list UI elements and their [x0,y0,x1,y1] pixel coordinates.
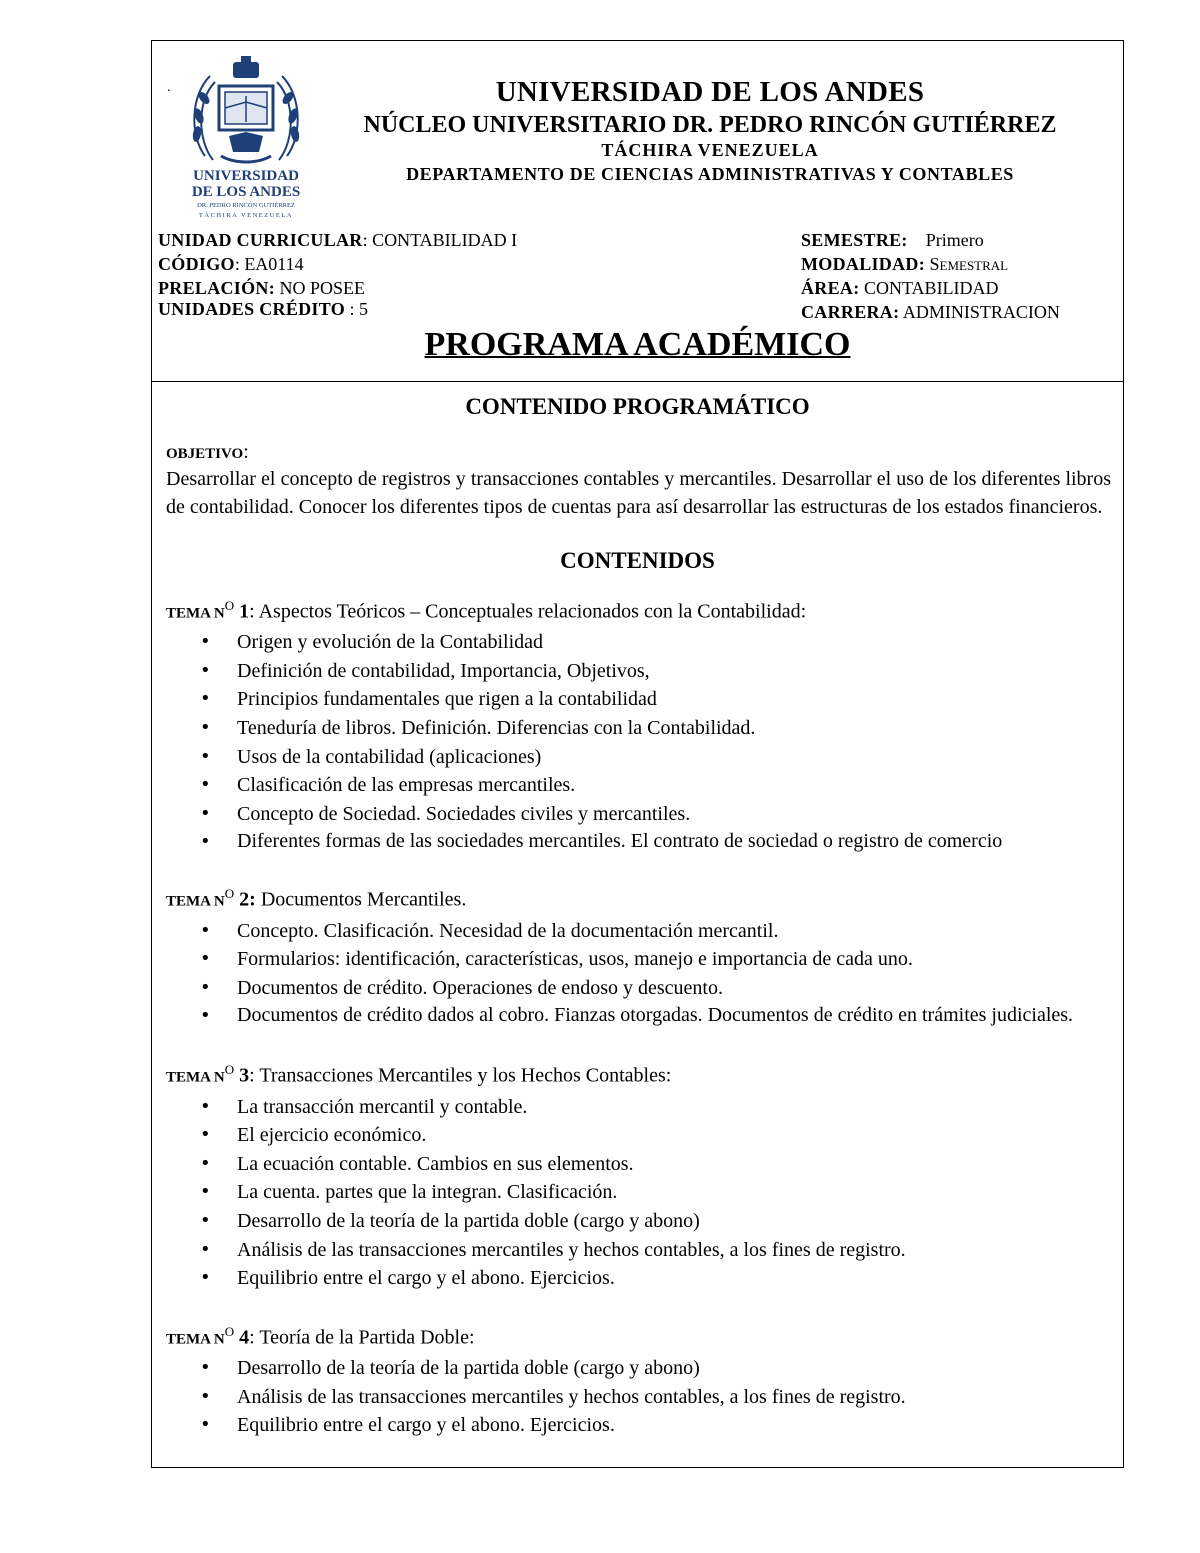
list-item: • Desarrollo de la teoría de la partida doble (cargo y abono) [166,1207,1111,1236]
tema-4-num: 4 [234,1326,250,1349]
logo-text-2: DE LOS ANDES [191,184,301,200]
list-item: • Documentos de crédito dados al cobro. Fianzas otorgadas. Documentos de crédito en trámites judiciales. [166,1002,1111,1029]
semestre-label: SEMESTRE: [801,230,908,250]
list-item: • Formularios: identificación, características, usos, manejo e importancia de cada uno. [166,945,1111,974]
list-item: • Documentos de crédito. Operaciones de endoso y descuento. [166,974,1111,1003]
tema-4-heading [166,1318,1111,1354]
unidad-curricular-label: UNIDAD CURRICULAR [158,230,363,250]
tema-3-list [166,1093,1111,1293]
list-item: • Análisis de las transacciones mercantiles y hechos contables, a los fines de registro. [166,1383,1111,1412]
temas-block [166,592,1111,1440]
tema-3-sup: O [224,1062,235,1078]
list-item: • Teneduría de libros. Definición. Diferencias con la Contabilidad. [166,714,1111,743]
list-item: • Equilibrio entre el cargo y el abono. Ejercicios. [166,1264,1111,1293]
list-item: • Principios fundamentales que rigen a la contabilidad [166,685,1111,714]
contenidos-title: CONTENIDOS [560,548,715,573]
list-item: • Desarrollo de la teoría de la partida doble (cargo y abono) [166,1354,1111,1383]
tema-1-heading [166,592,1111,628]
carrera-value: ADMINISTRACION [902,302,1060,322]
list-item: • Origen y evolución de la Contabilidad [166,628,1111,657]
list-item: • Definición de contabilidad, Importancia, Objetivos, [166,657,1111,686]
tema-1-num: 1 [234,600,250,623]
list-item: • Concepto. Clasificación. Necesidad de la documentación mercantil. [166,917,1111,946]
codigo-value: : EA0114 [234,254,304,274]
tema-1-title: : Aspectos Teóricos – Conceptuales relacionados con la Contabilidad: [249,600,807,623]
tema-2-heading [166,880,1111,916]
objetivo-label: OBJETIVO [166,446,244,462]
list-item: • Usos de la contabilidad (aplicaciones) [166,743,1111,772]
creditos-value: : 5 [349,299,369,319]
tema-2-label: TEMA N [166,894,225,911]
prelacion-value: NO POSEE [279,278,366,298]
tema-4-list [166,1354,1111,1440]
tema-4-label: TEMA N [166,1331,225,1348]
logo-text-3: DR. PEDRO RINCÓN GUTIÉRREZ [197,202,295,209]
semestre-value: Primero [925,230,984,250]
list-item: • La ecuación contable. Cambios en sus elementos. [166,1150,1111,1179]
university-logo [185,56,307,220]
objetivo-block [166,440,1111,521]
list-item: • El ejercicio económico. [166,1121,1111,1150]
modalidad-value: Semestral [929,254,1009,274]
codigo-row [158,252,517,276]
list-item: • La cuenta. partes que la integran. Clasificación. [166,1178,1111,1207]
creditos-row [158,297,517,321]
program-title: PROGRAMA ACADÉMICO [424,326,851,363]
stray-dot: . [167,80,171,95]
section-title: CONTENIDO PROGRAMÁTICO [465,394,810,419]
tema-3-num: 3 [234,1065,250,1088]
modalidad-label: MODALIDAD: [801,254,925,274]
objetivo-colon: : [243,441,249,463]
tema-1-list [166,628,1111,855]
list-item: • Diferentes formas de las sociedades mercantiles. El contrato de sociedad o registro de comercio [166,828,1111,855]
tema-1-label: TEMA N [166,605,225,622]
location: TÁCHIRA VENEZUELA [601,140,819,160]
department-name: DEPARTAMENTO DE CIENCIAS ADMINISTRATIVAS Y CONTABLES [406,164,1014,184]
objetivo-text: Desarrollar el concepto de registros y transacciones contables y mercantiles. Desarrollar el uso de los diferentes libros de contabilidad. Conocer los diferentes tipos de cuentas para así desarrollar las estructuras de los estados financieros. [166,468,1111,518]
list-item: • Clasificación de las empresas mercantiles. [166,771,1111,800]
carrera-label: CARRERA: [801,302,900,322]
unidad-curricular-value: : CONTABILIDAD I [362,230,518,250]
university-name: UNIVERSIDAD DE LOS ANDES [495,76,925,108]
info-left [158,228,517,321]
objetivo-heading [166,440,1111,466]
info-right [801,228,1060,324]
logo-text-1: UNIVERSIDAD [193,168,299,184]
list-item: • Concepto de Sociedad. Sociedades civiles y mercantiles. [166,800,1111,829]
semestre-row [801,228,1060,252]
tema-3-title: : Transacciones Mercantiles y los Hechos Contables: [249,1065,672,1088]
tema-2-title: Documentos Mercantiles. [255,889,467,912]
modalidad-row [801,252,1060,276]
unidad-curricular-row [158,228,517,252]
tema-2-list [166,917,1111,1030]
tema-2-sup: O [224,886,235,902]
header-divider [151,381,1124,382]
list-item: • La transacción mercantil y contable. [166,1093,1111,1122]
area-label: ÁREA: [801,278,860,298]
logo-text-4: TÁCHIRA VENEZUELA [198,212,294,219]
nucleo-name: NÚCLEO UNIVERSITARIO DR. PEDRO RINCÓN GUTIÉRREZ [363,112,1057,138]
tema-2-num: 2: [234,889,256,912]
tema-4-sup: O [224,1323,235,1339]
carrera-row [801,300,1060,324]
tema-3-label: TEMA N [166,1070,225,1087]
prelacion-label: PRELACIÓN: [158,278,276,298]
list-item: • Análisis de las transacciones mercantiles y hechos contables, a los fines de registro. [166,1236,1111,1265]
creditos-label: UNIDADES CRÉDITO [158,299,346,319]
tema-3-heading [166,1056,1111,1092]
tema-1-sup: O [224,598,235,613]
list-item: • Equilibrio entre el cargo y el abono. Ejercicios. [166,1411,1111,1440]
codigo-label: CÓDIGO [158,254,235,274]
area-value: CONTABILIDAD [864,278,999,298]
tema-4-title: : Teoría de la Partida Doble: [249,1326,475,1349]
area-row [801,276,1060,300]
